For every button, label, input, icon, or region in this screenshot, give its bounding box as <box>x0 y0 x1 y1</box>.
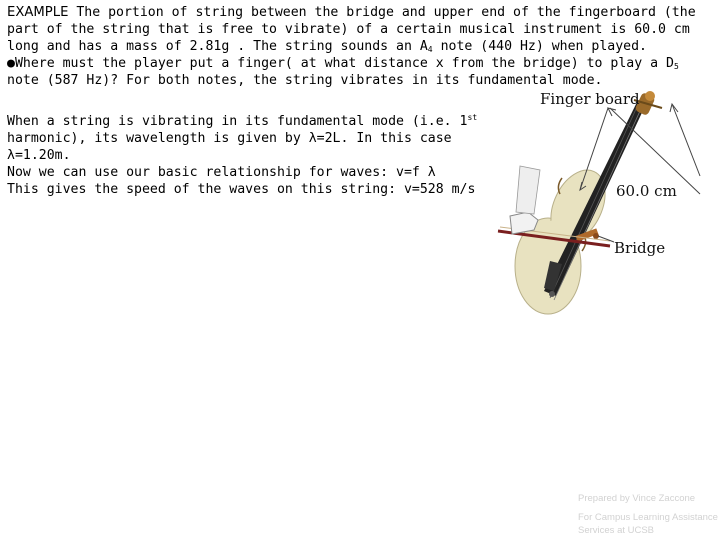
bullet-icon: ● <box>7 56 15 71</box>
cello-illustration <box>490 86 720 316</box>
wave-speed-line: This gives the speed of the waves on this string: v=528 m/s <box>7 182 476 197</box>
first-superscript: st <box>467 113 478 122</box>
credit-footer <box>578 492 718 543</box>
wave-speed-explanation <box>7 164 512 198</box>
length-label: 60.0 cm <box>616 182 677 200</box>
wave-relation-line: Now we can use our basic relationship for waves: v=f λ <box>7 165 436 180</box>
bridge-pointer <box>598 236 614 242</box>
example-label: EXAMPLE <box>7 5 69 20</box>
problem-text-3: Where must the player put a finger( at what distance x from the bridge) to play a D <box>14 56 674 71</box>
credit-organization: For Campus Learning Assistance Services at UCSB <box>578 512 718 536</box>
harmonic-text-1: When a string is vibrating in its fundamental mode (i.e. 1 <box>7 114 468 129</box>
harmonic-text-2: harmonic), its wavelength is given by λ=2L. In this case λ=1.20m. <box>7 131 452 163</box>
problem-text-1: The portion of string between the bridge and upper end of the fingerboard (the part of the string that is free to vibrate) of a certain musical instrument is 60.0 cm long and has a mass of 2.81g . The string sounds an A <box>7 5 696 54</box>
d-note-subscript: 5 <box>673 62 679 71</box>
hand <box>510 166 540 234</box>
problem-statement <box>7 4 715 89</box>
a-note-subscript: 4 <box>427 45 433 54</box>
harmonic-explanation <box>7 113 512 164</box>
bridge-label: Bridge <box>614 239 666 257</box>
problem-text-2: note (440 Hz) when played. <box>432 39 647 54</box>
credit-author: Prepared by Vince Zaccone <box>578 493 696 504</box>
problem-text-4: note (587 Hz)? For both notes, the string vibrates in its fundamental mode. <box>7 73 603 88</box>
fingerboard-label: Finger board <box>540 90 640 108</box>
